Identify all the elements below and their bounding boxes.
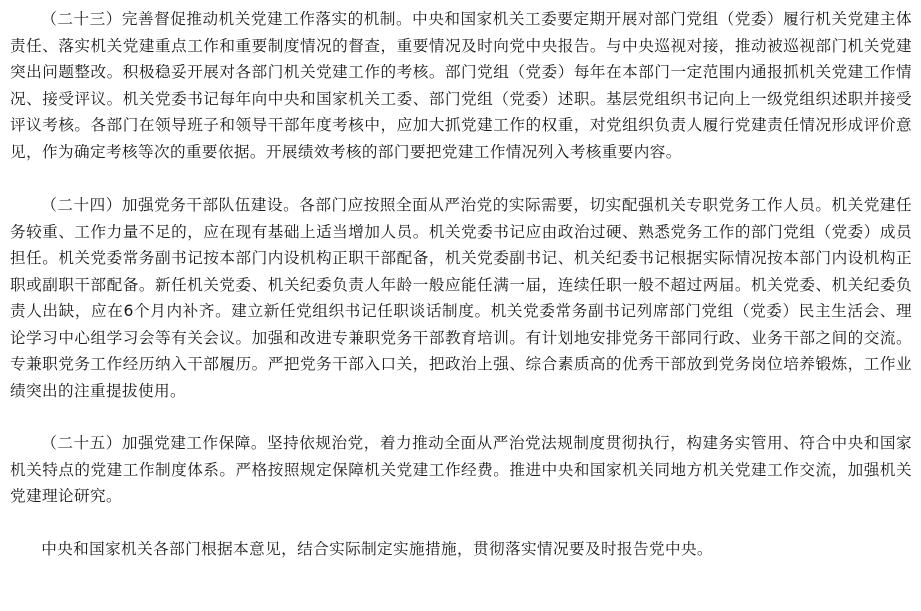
paragraph-spacer <box>10 165 912 192</box>
paragraph-25: （二十五）加强党建工作保障。坚持依规治党，着力推动全面从严治党法规制度贯彻执行，构建务实管用、符合中央和国家机关特点的党建工作制度体系。严格按照规定保障机关党建工作经费。推进中央和国家机关同地方机关党建工作交流，加强机关党建理论研究。 <box>10 434 912 505</box>
paragraph-23: （二十三）完善督促推动机关党建工作落实的机制。中央和国家机关工委要定期开展对部门党组（党委）履行机关党建主体责任、落实机关党建重点工作和重要制度情况的督查，重要情况及时向党中央报告。与中央巡视对接，推动被巡视部门机关党建突出问题整改。积极稳妥开展对各部门机关党建工作的考核。部门党组（党委）每年在本部门一定范围内通报抓机关党建工作情况、接受评议。机关党委书记每年向中央和国家机关工委、部门党组（党委）述职。基层党组织书记向上一级党组织述职并接受评议考核。各部门在领导班子和领导干部年度考核中，应加大抓党建工作的权重，对党组织负责人履行党建责任情况形成评价意见，作为确定考核等次的重要依据。开展绩效考核的部门要把党建工作情况列入考核重要内容。 <box>10 10 912 161</box>
document-body <box>10 6 912 562</box>
closing-paragraph: 中央和国家机关各部门根据本意见，结合实际制定实施措施，贯彻落实情况要及时报告党中央。 <box>41 539 713 558</box>
paragraph-spacer <box>10 404 912 430</box>
paragraph-spacer <box>10 510 912 536</box>
paragraph-24: （二十四）加强党务干部队伍建设。各部门应按照全面从严治党的实际需要，切实配强机关专职党务工作人员。机关党建任务较重、工作力量不足的，应在现有基础上适当增加人员。机关党委书记应由政治过硬、熟悉党务工作的部门党组（党委）成员担任。机关党委常务副书记按本部门内设机构正职干部配备，机关党委副书记、机关纪委书记根据实际情况按本部门内设机构正职或副职干部配备。新任机关党委、机关纪委负责人年龄一般应能任满一届，连续任职一般不超过两届。机关党委、机关纪委负责人出缺，应在6个月内补齐。建立新任党组织书记任职谈话制度。机关党委常务副书记列席部门党组（党委）民主生活会、理论学习中心组学习会等有关会议。加强和改进专兼职党务干部教育培训。有计划地安排党务干部同行政、业务干部之间的交流。专兼职党务工作经历纳入干部履历。严把党务干部入口关，把政治上强、综合素质高的优秀干部放到党务岗位培养锻炼，工作业绩突出的注重提拔使用。 <box>10 196 912 400</box>
